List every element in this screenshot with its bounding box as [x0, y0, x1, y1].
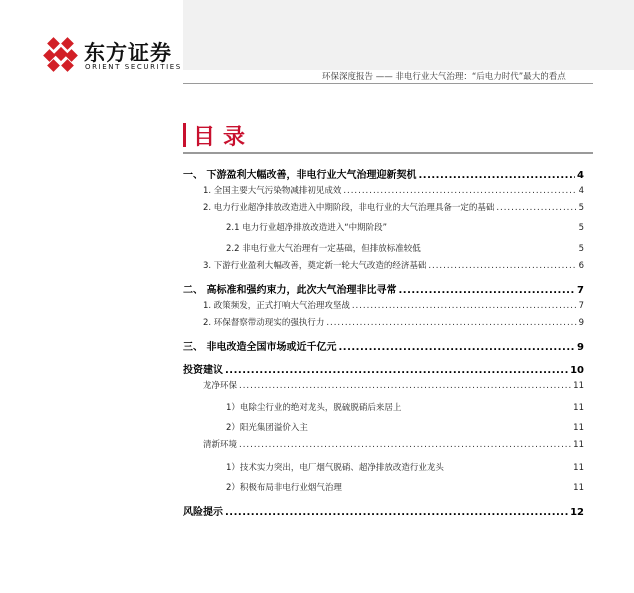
toc-entry-page: 5 — [578, 223, 584, 233]
toc-entry-text: 2.1 电力行业超净排放改造进入“中期阶段” — [226, 223, 388, 233]
toc-leader — [239, 381, 571, 391]
toc-entry-text: 2）积极布局非电行业烟气治理 — [226, 483, 342, 493]
report-header: 环保深度报告 —— 非电行业大气治理：“后电力时代”最大的看点 — [322, 72, 566, 82]
toc-entry-page: 7 — [578, 301, 584, 311]
toc-entry-page: 11 — [573, 463, 584, 473]
header-divider — [183, 83, 593, 84]
toc-leader — [326, 318, 576, 328]
toc-leader — [239, 440, 571, 450]
toc-entry-page: 10 — [570, 365, 584, 376]
toc-leader — [225, 365, 568, 376]
toc-entry-page: 11 — [573, 440, 584, 450]
toc-entry[interactable] — [226, 421, 584, 433]
toc-entry-page: 12 — [570, 507, 584, 518]
toc-entry[interactable] — [183, 166, 584, 181]
logo-name-cn: 东方证券 — [84, 41, 172, 65]
toc-entry[interactable] — [203, 184, 584, 196]
toc-entry-page: 7 — [577, 285, 584, 296]
header-band — [183, 0, 634, 70]
toc-entry[interactable] — [183, 361, 584, 376]
toc-entry-text: 投资建议 — [183, 365, 223, 376]
toc-entry-page: 6 — [578, 261, 584, 271]
page-title: 目录 — [193, 125, 254, 150]
toc-entry-page: 5 — [578, 203, 584, 213]
toc-entry[interactable] — [203, 438, 584, 450]
toc-entry[interactable] — [226, 461, 584, 473]
toc-entry[interactable] — [203, 299, 584, 311]
toc-entry-text: 1. 全国主要大气污染物减排初见成效 — [203, 186, 342, 196]
title-accent — [183, 123, 186, 147]
toc-entry[interactable] — [226, 481, 584, 493]
toc-entry-text: 2.2 非电行业大气治理有一定基础，但排放标准较低 — [226, 244, 421, 254]
toc-entry-page: 5 — [578, 244, 584, 254]
toc-entry[interactable] — [203, 201, 584, 213]
toc-leader — [352, 301, 577, 311]
toc-entry[interactable] — [183, 281, 584, 296]
toc-entry-text: 二、 高标准和强约束力，此次大气治理非比寻常 — [183, 285, 397, 296]
toc-entry-page: 4 — [578, 186, 584, 196]
toc-entry-text: 3. 下游行业盈利大幅改善，奠定新一轮大气改造的经济基础 — [203, 261, 427, 271]
toc-leader — [338, 342, 575, 353]
title-divider — [183, 152, 593, 154]
toc-entry[interactable] — [203, 259, 584, 271]
toc-entry-text: 1）技术实力突出，电厂烟气脱硝、超净排放改造行业龙头 — [226, 463, 444, 473]
toc-entry-text: 清新环境 — [203, 440, 238, 450]
toc-entry[interactable] — [183, 338, 584, 353]
toc-entry[interactable] — [203, 379, 584, 391]
toc-entry-text: 一、 下游盈利大幅改善，非电行业大气治理迎新契机 — [183, 170, 417, 181]
toc-entry-page: 11 — [573, 423, 584, 433]
toc-entry-page: 11 — [573, 483, 584, 493]
toc-leader — [418, 170, 575, 181]
toc-entry-page: 4 — [577, 170, 584, 181]
toc-entry[interactable] — [226, 221, 584, 233]
toc-entry-text: 1. 政策频发，正式打响大气治理攻坚战 — [203, 301, 350, 311]
toc-entry[interactable] — [226, 401, 584, 413]
toc-leader — [428, 261, 576, 271]
logo-name-en: ORIENT SECURITIES — [85, 63, 182, 71]
toc-leader — [398, 285, 575, 296]
toc-entry-page: 11 — [573, 381, 584, 391]
toc-entry-page: 9 — [577, 342, 584, 353]
toc-entry[interactable] — [203, 316, 584, 328]
toc-entry-page: 11 — [573, 403, 584, 413]
company-logo — [43, 36, 193, 78]
toc-leader — [496, 203, 576, 213]
toc-entry-page: 9 — [578, 318, 584, 328]
toc-entry-text: 三、 非电改造全国市场或近千亿元 — [183, 342, 337, 353]
toc-entry-text: 2. 电力行业超净排放改造进入中期阶段，非电行业的大气治理具备一定的基础 — [203, 203, 495, 213]
toc-entry-text: 2. 环保督察带动现实的强执行力 — [203, 318, 325, 328]
toc-entry-text: 2）阳光集团溢价入主 — [226, 423, 308, 433]
toc-leader — [225, 507, 568, 518]
toc-entry[interactable] — [183, 503, 584, 518]
toc-entry-text: 1）电除尘行业的绝对龙头，脱硫脱硝后来居上 — [226, 403, 402, 413]
toc-entry-text: 龙净环保 — [203, 381, 238, 391]
toc-entry-text: 风险提示 — [183, 507, 223, 518]
toc-leader — [343, 186, 576, 196]
logo-mark-icon — [43, 36, 79, 72]
toc-entry[interactable] — [226, 242, 584, 254]
